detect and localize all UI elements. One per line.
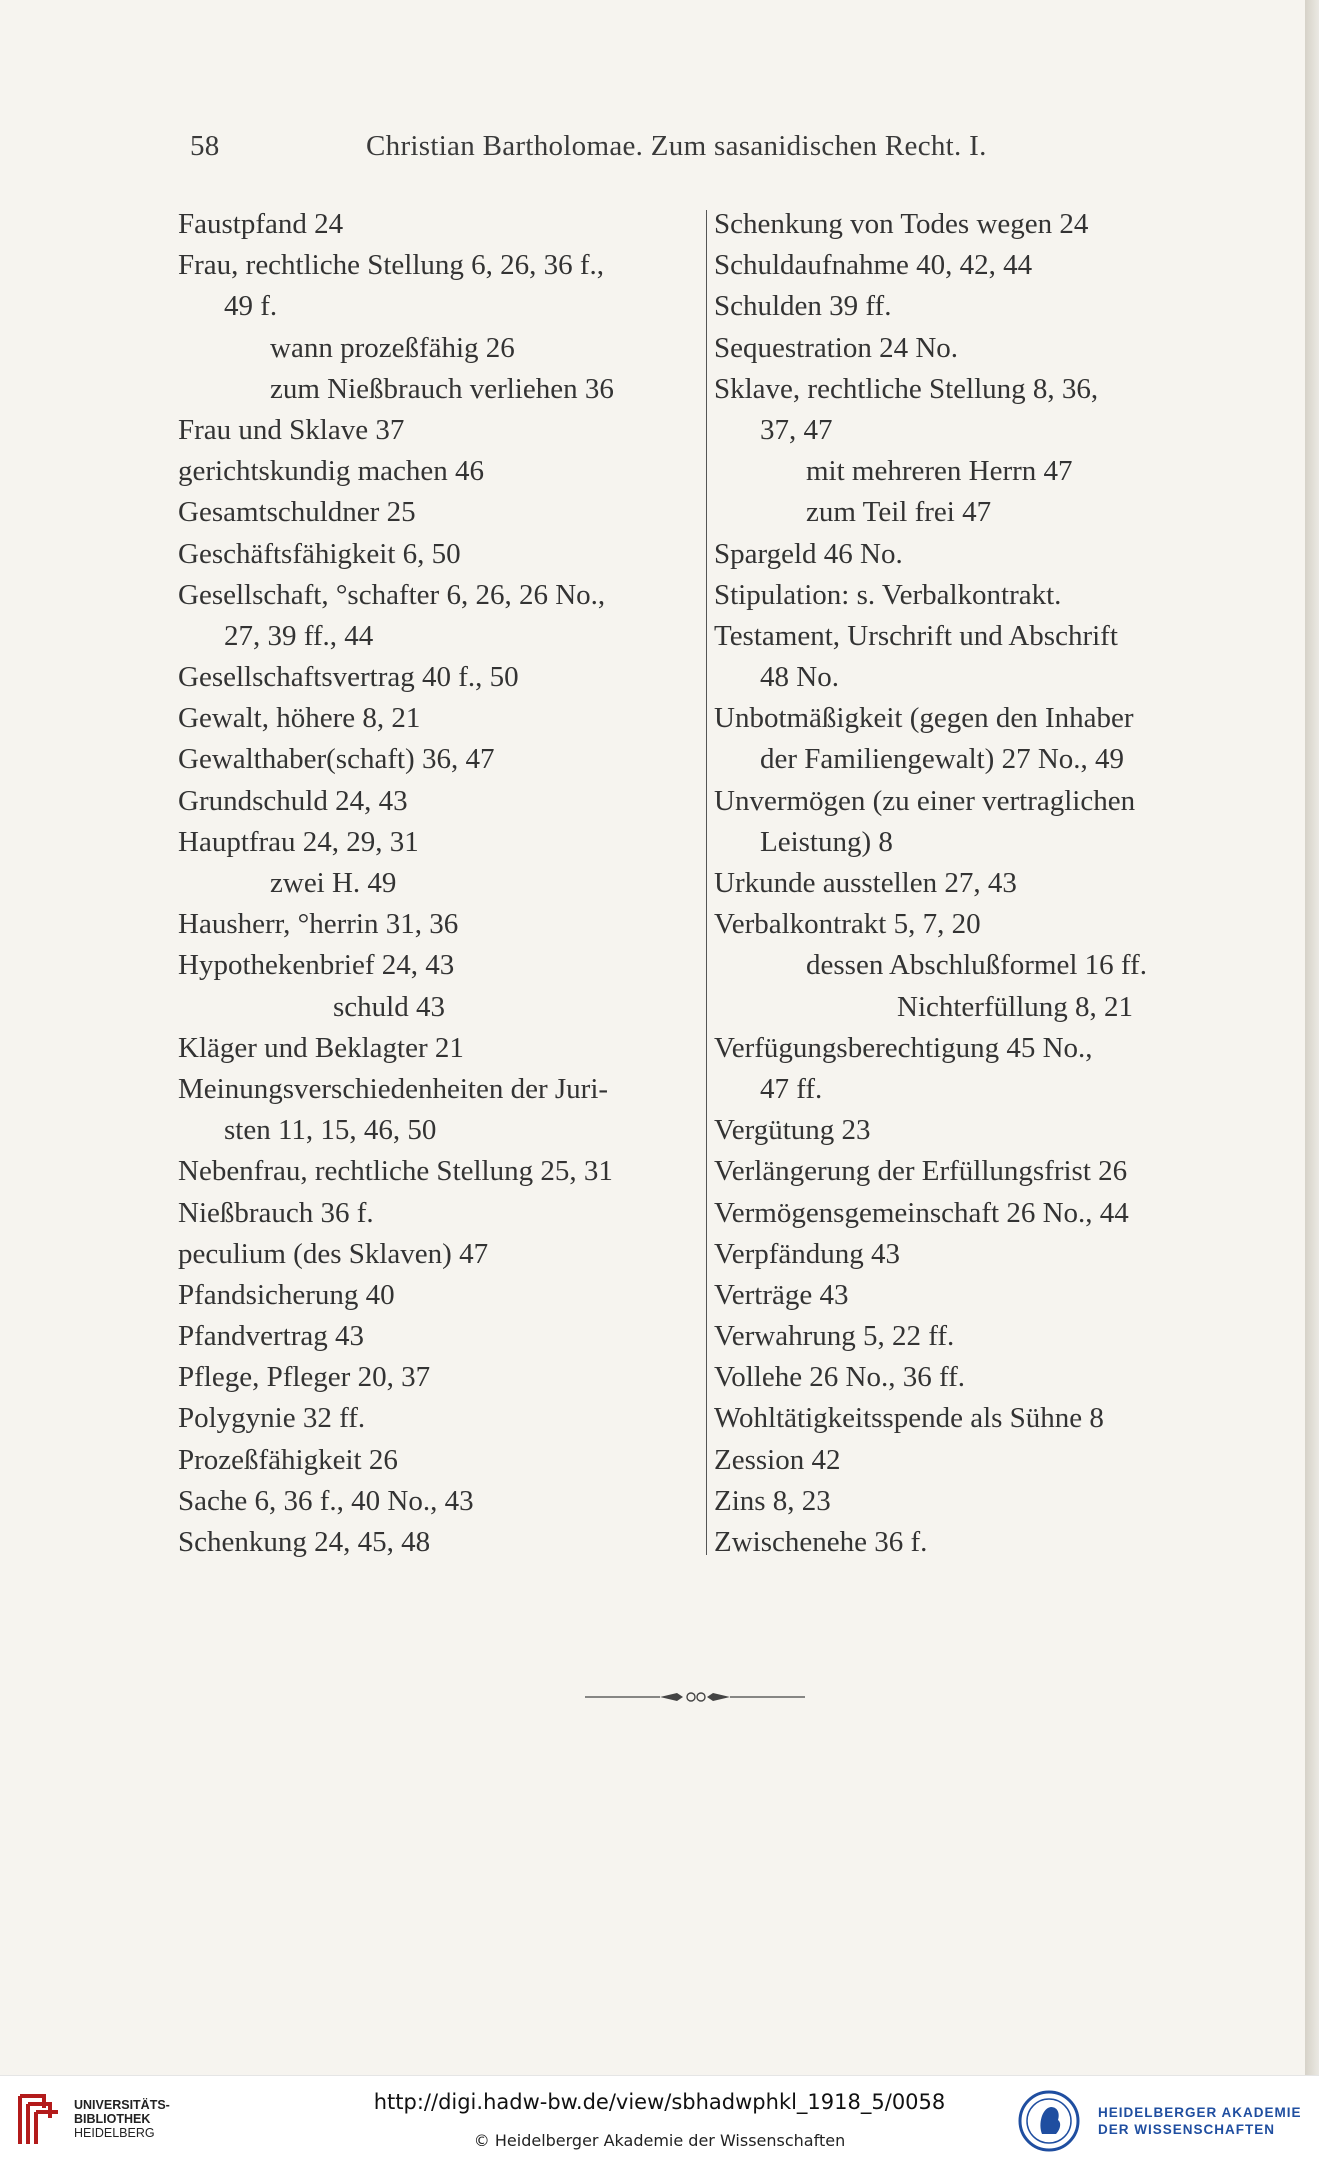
index-entry-left: schuld 43: [333, 990, 445, 1023]
index-entry-right: Vermögensgemeinschaft 26 No., 44: [714, 1196, 1129, 1229]
index-entry-right: Urkunde ausstellen 27, 43: [714, 867, 1017, 899]
index-entry-right: Sequestration 24 No.: [714, 331, 959, 364]
index-entry-right: Wohltätigkeitsspende als Sühne 8: [714, 1402, 1104, 1435]
index-entry-left: Pflege, Pfleger 20, 37: [178, 1361, 431, 1394]
library-line-3: HEIDELBERG: [74, 2126, 155, 2140]
index-entry-left: Schenkung 24, 45, 48: [178, 1526, 431, 1558]
index-column-right: [714, 204, 1214, 1563]
index-entry-left: Hypothekenbrief 24, 43: [178, 949, 455, 982]
index-entry-left: Gewalthaber(schaft) 36, 47: [178, 743, 495, 776]
index-entry-right: Verfügungsberechtigung 45 No.,: [714, 1031, 1093, 1064]
index-entry-left: Frau, rechtliche Stellung 6, 26, 36 f.,: [178, 249, 605, 282]
index-entry-right: Zwischenehe 36 f.: [714, 1526, 928, 1558]
page-number: 58: [190, 130, 220, 162]
index-entry-left: Nebenfrau, rechtliche Stellung 25, 31: [178, 1155, 613, 1188]
index-entry-left: Frau und Sklave 37: [178, 413, 405, 446]
index-entry-left: Geschäftsfähigkeit 6, 50: [178, 537, 461, 570]
index-entry-right: Vollehe 26 No., 36 ff.: [714, 1361, 966, 1394]
index-entry-right: 47 ff.: [760, 1072, 823, 1105]
index-entry-left: 27, 39 ff., 44: [224, 619, 374, 652]
index-entry-right: Verpfändung 43: [714, 1237, 901, 1270]
academy-name: [1098, 2104, 1302, 2138]
index-entry-left: gerichtskundig machen 46: [178, 455, 485, 488]
index-entry-right: Nichterfüllung 8, 21: [897, 990, 1133, 1023]
copyright-notice: © Heidelberger Akademie der Wissenschaften: [473, 2131, 846, 2150]
index-entry-right: Leistung) 8: [760, 825, 893, 858]
index-entry-left: Faustpfand 24: [178, 208, 344, 240]
index-entry-left: Pfandvertrag 43: [178, 1320, 365, 1353]
index-entry-left: Hauptfrau 24, 29, 31: [178, 825, 419, 858]
academy-line-1: HEIDELBERGER AKADEMIE: [1098, 2105, 1302, 2120]
index-entry-right: zum Teil frei 47: [806, 496, 992, 529]
running-title: Christian Bartholomae. Zum sasanidischen Recht. I.: [366, 130, 987, 162]
index-entry-right: Verbalkontrakt 5, 7, 20: [714, 908, 981, 941]
index-entry-right: Schenkung von Todes wegen 24: [714, 208, 1089, 240]
index-entry-left: Polygynie 32 ff.: [178, 1402, 366, 1435]
index-entry-right: Schulden 39 ff.: [714, 290, 892, 323]
index-entry-right: mit mehreren Herrn 47: [806, 455, 1073, 488]
academy-seal-icon[interactable]: [1018, 2090, 1080, 2152]
index-entry-left: Prozeßfähigkeit 26: [178, 1443, 398, 1476]
library-line-2: BIBLIOTHEK: [74, 2112, 151, 2126]
index-entry-left: zum Nießbrauch verliehen 36: [270, 372, 614, 405]
library-line-1: UNIVERSITÄTS-: [74, 2098, 170, 2112]
index-entry-left: Pfandsicherung 40: [178, 1278, 395, 1311]
index-entry-right: Zession 42: [714, 1443, 841, 1476]
index-entry-right: Stipulation: s. Verbalkontrakt.: [714, 578, 1062, 611]
index-entry-right: Spargeld 46 No.: [714, 537, 903, 570]
index-entry-left: Gesamtschuldner 25: [178, 496, 416, 529]
permalink-url[interactable]: http://digi.hadw-bw.de/view/sbhadwphkl_1918_5/0058: [373, 2090, 946, 2114]
end-ornament: [585, 1690, 805, 1704]
index-entry-right: Unvermögen (zu einer vertraglichen: [714, 784, 1136, 817]
index-entry-left: Sache 6, 36 f., 40 No., 43: [178, 1484, 474, 1517]
index-entry-left: Gesellschaftsvertrag 40 f., 50: [178, 661, 519, 694]
index-entry-left: Grundschuld 24, 43: [178, 784, 408, 817]
index-entry-right: dessen Abschlußformel 16 ff.: [806, 949, 1147, 982]
column-divider: [706, 210, 707, 1555]
index-entry-right: Sklave, rechtliche Stellung 8, 36,: [714, 372, 1099, 405]
index-entry-left: peculium (des Sklaven) 47: [178, 1237, 489, 1270]
index-entry-right: Verlängerung der Erfüllungsfrist 26: [714, 1155, 1128, 1188]
index-column-left: [178, 204, 678, 1563]
page-edge: [1305, 0, 1319, 2075]
index-entry-right: 48 No.: [760, 661, 839, 694]
index-entry-left: Gewalt, höhere 8, 21: [178, 702, 421, 735]
index-entry-left: Kläger und Beklagter 21: [178, 1031, 464, 1064]
index-entry-right: Testament, Urschrift und Abschrift: [714, 619, 1118, 652]
index-entry-right: Zins 8, 23: [714, 1484, 831, 1517]
index-entry-right: Unbotmäßigkeit (gegen den Inhaber: [714, 702, 1134, 735]
index-entry-left: Hausherr, °herrin 31, 36: [178, 908, 459, 941]
index-entry-left: Gesellschaft, °schafter 6, 26, 26 No.,: [178, 578, 606, 611]
index-entry-left: sten 11, 15, 46, 50: [224, 1114, 437, 1147]
index-entry-left: Meinungsverschiedenheiten der Juri-: [178, 1072, 609, 1105]
index-entry-left: Nießbrauch 36 f.: [178, 1196, 374, 1229]
academy-line-2: DER WISSENSCHAFTEN: [1098, 2122, 1276, 2137]
index-entry-right: Verwahrung 5, 22 ff.: [714, 1320, 955, 1353]
index-entry-left: wann prozeßfähig 26: [270, 331, 515, 364]
index-entry-right: 37, 47: [760, 413, 833, 446]
index-entry-right: Verträge 43: [714, 1278, 849, 1311]
index-entry-right: Schuldaufnahme 40, 42, 44: [714, 249, 1033, 282]
index-entry-left: 49 f.: [224, 290, 278, 323]
index-entry-left: zwei H. 49: [270, 867, 397, 899]
index-entry-right: Vergütung 23: [714, 1114, 871, 1147]
index-entry-right: der Familiengewalt) 27 No., 49: [760, 743, 1125, 776]
